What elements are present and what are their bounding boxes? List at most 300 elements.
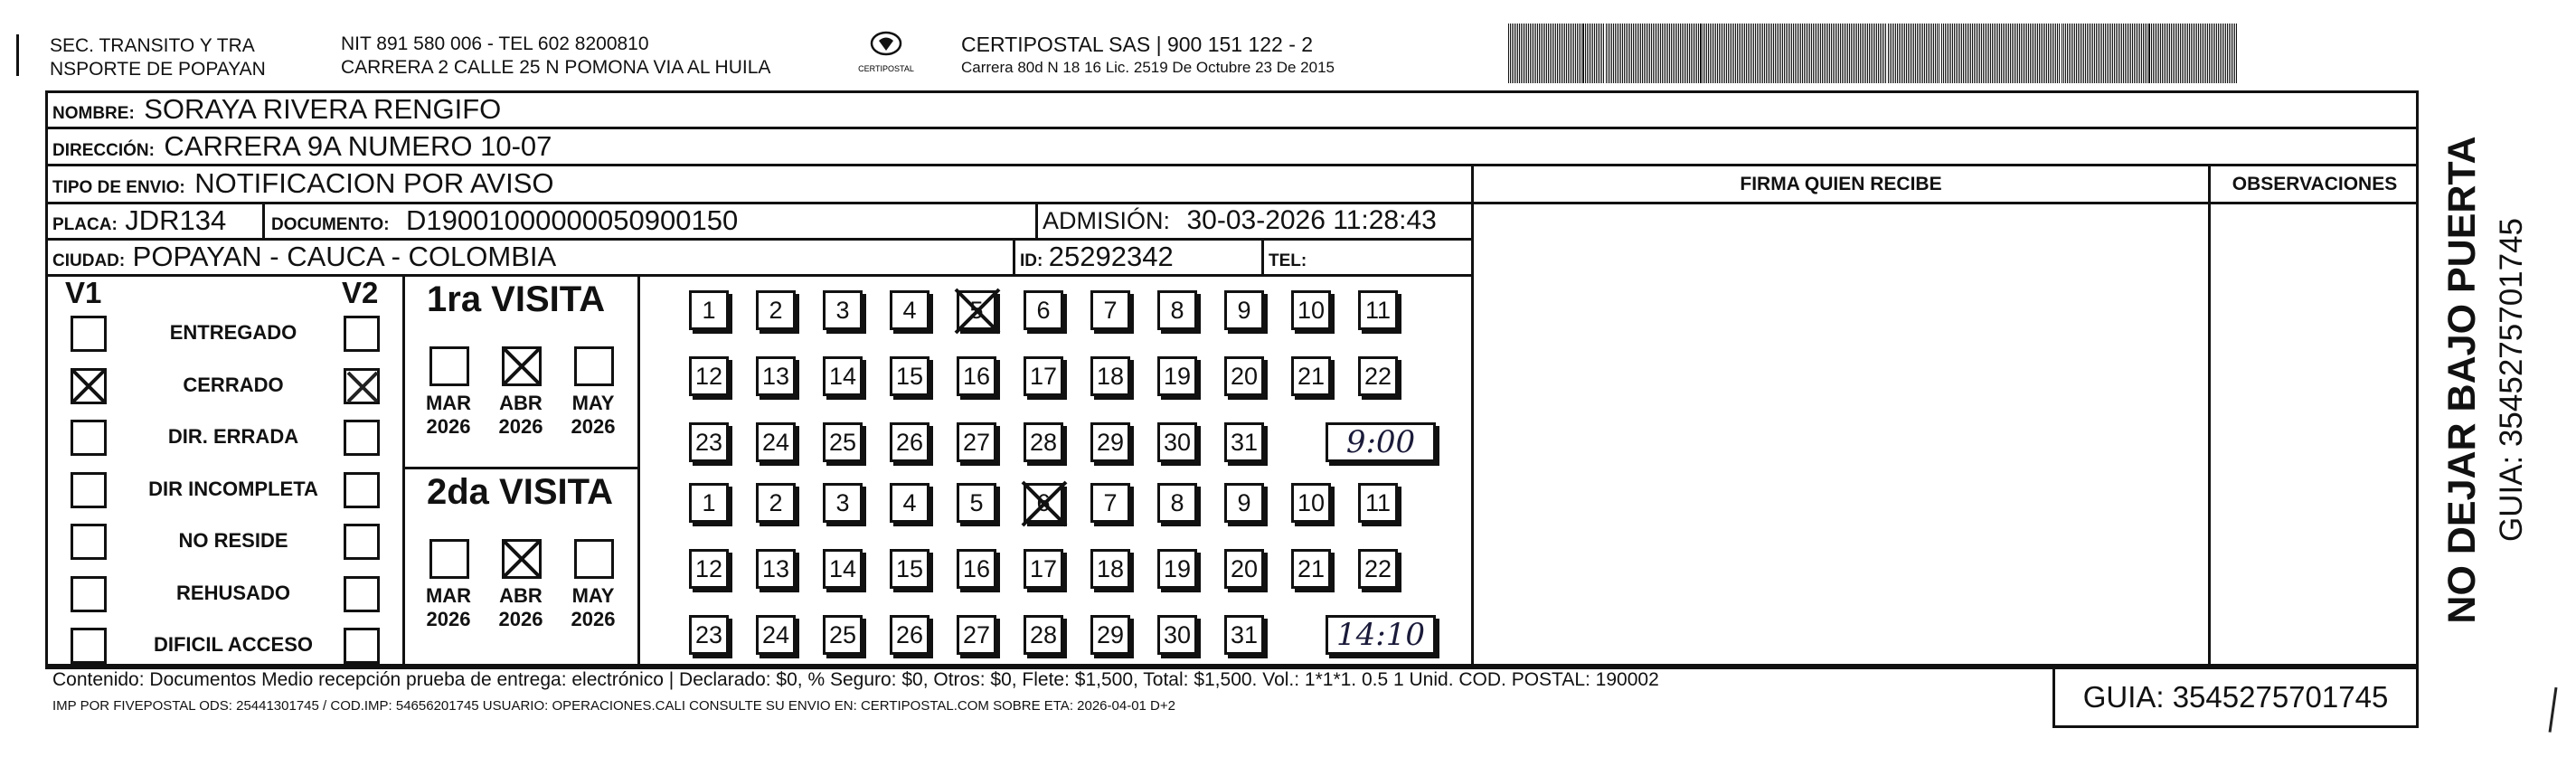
barcode-bar [1698,24,1699,83]
barcode-bar [1700,24,1702,83]
barcode-bar [1649,24,1650,83]
barcode-bar [2156,24,2157,83]
day-box[interactable]: 18 [1090,549,1130,589]
day-box[interactable]: 1 [689,483,729,523]
barcode-bar [1530,24,1531,83]
admision-value: 30-03-2026 11:28:43 [1186,205,1437,235]
day-box[interactable]: 9 [1224,290,1264,330]
barcode-bar [1782,24,1783,83]
barcode-bar [1856,24,1857,83]
barcode-bar [2127,24,2128,83]
barcode-bar [2033,24,2034,83]
barcode-bar [2160,24,2161,83]
day-box[interactable]: 14 [823,356,863,396]
v2-checkbox[interactable] [344,472,380,508]
v1-checkbox[interactable] [71,524,107,560]
barcode-bar [1680,24,1681,83]
day-box[interactable]: 22 [1358,549,1398,589]
barcode-bar [1977,24,1978,83]
barcode-bar [2153,24,2154,83]
barcode-bar [1694,24,1695,83]
barcode-bar [1840,24,1841,83]
barcode-bar [2041,24,2042,83]
barcode-bar [1950,24,1951,83]
barcode-bar [1878,24,1879,83]
barcode-bar [1827,24,1828,83]
month-checkbox[interactable] [502,346,542,386]
day-box[interactable]: 20 [1224,356,1264,396]
day-box[interactable]: 1 [689,290,729,330]
barcode-bar [2089,24,2090,83]
barcode-bar [1775,24,1776,83]
barcode-bar [1854,24,1855,83]
barcode-bar [1640,24,1641,83]
barcode-bar [2116,24,2117,83]
barcode-bar [1566,24,1567,83]
barcode-bar [1601,24,1602,83]
barcode-bar [2010,24,2011,83]
barcode-bar [2099,24,2100,83]
barcode-bar [1710,24,1711,83]
barcode-bar [2035,24,2036,83]
barcode-bar [1615,24,1616,83]
barcode-bar [1608,24,1609,83]
day-box[interactable]: 11 [1358,483,1398,523]
barcode-bar [1629,24,1630,83]
visit-time[interactable]: 9:00 [1326,422,1436,462]
visit-title: 2da VISITA [427,472,613,512]
day-box[interactable]: 16 [957,549,996,589]
barcode-bar [1689,24,1690,83]
barcode-bar [2145,24,2146,83]
barcode-bar [1818,24,1819,83]
barcode-bar [1897,24,1898,83]
day-box[interactable]: 17 [1024,356,1063,396]
barcode-bar [1687,24,1688,83]
barcode-bar [1603,24,1604,83]
day-box[interactable]: 25 [823,615,863,655]
day-box[interactable]: 30 [1157,615,1197,655]
barcode-bar [1742,24,1743,83]
barcode-bar [1733,24,1734,83]
barcode-bar [1598,24,1599,83]
barcode-bar [1561,24,1562,83]
day-box[interactable]: 25 [823,422,863,462]
barcode-bar [1816,24,1817,83]
day-box[interactable]: 6 [1024,483,1063,523]
barcode-bar [1642,24,1643,83]
v1-checkbox[interactable] [71,420,107,456]
barcode-bar [1599,24,1600,83]
barcode-bar [2037,24,2038,83]
barcode-bar [1653,24,1654,83]
direccion-row [52,131,552,167]
barcode-bar [1829,24,1830,83]
v1-checkbox[interactable] [71,628,107,664]
barcode-bar [2012,24,2013,83]
day-box[interactable]: 15 [890,356,929,396]
barcode-bar [2021,24,2022,83]
day-box[interactable]: 31 [1224,615,1264,655]
day-box[interactable]: 3 [823,290,863,330]
barcode-bar [2067,24,2068,83]
barcode-bar [1798,24,1799,83]
barcode-bar [1562,24,1563,83]
month-checkbox[interactable] [429,346,469,386]
day-box[interactable]: 4 [890,290,929,330]
ciudad-label: CIUDAD: [52,251,126,270]
barcode-bar [1869,24,1870,83]
barcode-bar [1943,24,1944,83]
day-box[interactable]: 10 [1291,483,1331,523]
day-box[interactable]: 20 [1224,549,1264,589]
barcode-bar [1582,24,1584,83]
barcode-bar [2076,24,2077,83]
barcode-bar [1737,24,1738,83]
barcode-bar [1662,24,1663,83]
day-box[interactable]: 17 [1024,549,1063,589]
placa-label: PLACA: [52,215,118,234]
month-label: ABR 2026 [498,392,543,438]
barcode-bar [1622,24,1623,83]
barcode-bar [1676,24,1677,83]
barcode-bar [1988,24,1989,83]
day-box[interactable]: 5 [957,483,996,523]
day-box[interactable]: 4 [890,483,929,523]
barcode-bar [2125,24,2126,83]
barcode-bar [2225,24,2226,83]
barcode-bar [1523,24,1524,83]
barcode-bar [2227,24,2228,83]
day-box[interactable]: 2 [756,483,796,523]
v1-checkbox[interactable] [71,472,107,508]
barcode-bar [2044,24,2045,83]
status-label: DIR INCOMPLETA [148,477,318,500]
barcode-bar [2105,24,2106,83]
barcode-bar [1833,24,1834,83]
barcode-bar [1820,24,1821,83]
day-box[interactable]: 10 [1291,290,1331,330]
barcode-bar [1596,24,1597,83]
barcode-bar [1766,24,1767,83]
barcode-bar [2134,24,2135,83]
barcode-bar [1831,24,1832,83]
day-box[interactable]: 12 [689,356,729,396]
placa-field [52,205,226,241]
barcode-bar [1945,24,1946,83]
day-box[interactable]: 26 [890,615,929,655]
barcode-bar [1533,24,1534,83]
day-box[interactable]: 24 [756,422,796,462]
day-box[interactable]: 13 [756,549,796,589]
barcode-bar [1963,24,1964,83]
id-label: ID: [1020,251,1043,270]
barcode-bar [1954,24,1955,83]
day-box[interactable]: 21 [1291,549,1331,589]
day-box[interactable]: 12 [689,549,729,589]
barcode-bar [1647,24,1648,83]
barcode-bar [1795,24,1796,83]
day-box[interactable]: 15 [890,549,929,589]
nombre-value: SORAYA RIVERA RENGIFO [144,93,502,125]
barcode-bar [1575,24,1576,83]
barcode-bar [1512,24,1513,83]
month-label: ABR 2026 [498,584,543,630]
barcode-bar [2207,24,2208,83]
barcode-bar [2231,24,2232,83]
barcode-bar [1704,24,1705,83]
barcode-bar [1526,24,1527,83]
barcode-bar [1922,24,1923,83]
barcode-bar [1519,24,1520,83]
month-checkbox[interactable] [574,346,614,386]
barcode-bar [2158,24,2159,83]
barcode-bar [1590,24,1591,83]
day-box[interactable]: 18 [1090,356,1130,396]
barcode-bar [2085,24,2086,83]
barcode-bar [2171,24,2172,83]
barcode-bar [2139,24,2140,83]
barcode-bar [1730,24,1731,83]
barcode-bar [1537,24,1538,83]
no-dejar-bajo-puerta: NO DEJAR BAJO PUERTA [2440,136,2484,624]
barcode-bar [1880,24,1881,83]
check-mark-icon [1021,480,1068,527]
tipo-row [52,168,554,204]
barcode-bar [1550,24,1551,83]
status-label: CERRADO [183,373,284,396]
check-mark-icon [346,371,379,403]
barcode-bar [1911,24,1912,83]
barcode-bar [2141,24,2142,83]
day-box[interactable]: 23 [689,422,729,462]
day-box[interactable]: 19 [1157,356,1197,396]
v2-checkbox[interactable] [344,628,380,664]
v1-checkbox[interactable] [71,576,107,612]
barcode-bar [1646,24,1647,83]
barcode-bar [1941,24,1942,83]
barcode-bar [2119,24,2120,83]
day-box[interactable]: 23 [689,615,729,655]
barcode-bar [2151,24,2152,83]
barcode-bar [2057,24,2058,83]
barcode-bar [1517,24,1518,83]
barcode-bar [1515,24,1516,83]
direccion-value: CARRERA 9A NUMERO 10-07 [164,130,552,162]
day-box[interactable]: 7 [1090,483,1130,523]
carrier-name: CERTIPOSTAL SAS | 900 151 122 - 2 [961,33,1314,56]
barcode-bar [1532,24,1533,83]
ciudad-value: POPAYAN - CAUCA - COLOMBIA [132,241,557,272]
day-box[interactable]: 5 [957,290,996,330]
visit-time[interactable]: 14:10 [1326,615,1436,655]
barcode-bar [1800,24,1801,83]
barcode-bar [1893,24,1894,83]
barcode-bar [1789,24,1790,83]
barcode-bar [2232,24,2233,83]
barcode-bar [2092,24,2093,83]
barcode-bar [1682,24,1683,83]
barcode-bar [2059,24,2060,83]
day-box[interactable]: 26 [890,422,929,462]
barcode-bar [1753,24,1754,83]
barcode-bar [1862,24,1863,83]
barcode-bar [2164,24,2165,83]
barcode-bar [2096,24,2097,83]
barcode-bar [1910,24,1911,83]
v2-checkbox[interactable] [344,524,380,560]
month-checkbox[interactable] [502,539,542,579]
barcode-bar [2214,24,2215,83]
day-box[interactable]: 29 [1090,422,1130,462]
v2-checkbox[interactable] [344,368,380,404]
barcode-bar [1715,24,1716,83]
barcode-bar [1902,24,1903,83]
day-box[interactable]: 27 [957,615,996,655]
observaciones-header: OBSERVACIONES [2232,174,2398,194]
barcode-bar [2072,24,2073,83]
status-label: DIR. ERRADA [167,425,299,448]
v2-checkbox[interactable] [344,576,380,612]
barcode-bar [1771,24,1772,83]
day-box[interactable]: 16 [957,356,996,396]
barcode-bar [1721,24,1722,83]
nit-line: NIT 891 580 006 - TEL 602 8200810 [341,33,649,54]
firma-header: FIRMA QUIEN RECIBE [1740,174,1942,194]
day-box[interactable]: 19 [1157,549,1197,589]
barcode-bar [1865,24,1866,83]
barcode-bar [2028,24,2029,83]
barcode-bar [1762,24,1763,83]
day-box[interactable]: 11 [1358,290,1398,330]
barcode-bar [1986,24,1987,83]
barcode-bar [1573,24,1574,83]
barcode-bar [2148,24,2150,83]
barcode-bar [2143,24,2144,83]
barcode-bar [1853,24,1854,83]
barcode-bar [2196,24,2197,83]
org-name [50,34,266,81]
barcode-bar [2098,24,2099,83]
tel-label: TEL: [1269,251,1307,270]
day-box[interactable]: 30 [1157,422,1197,462]
check-mark-icon [954,288,1001,335]
barcode-bar [1571,24,1572,83]
v1-checkbox[interactable] [71,368,107,404]
barcode-bar [1867,24,1868,83]
carrier-license: Carrera 80d N 18 16 Lic. 2519 De Octubre 23 De 2015 [961,59,1335,76]
day-box[interactable]: 28 [1024,615,1063,655]
certipostal-logo [850,27,922,78]
day-box[interactable]: 8 [1157,290,1197,330]
barcode-bar [1731,24,1732,83]
barcode-bar [1579,24,1580,83]
barcode-bar [1860,24,1861,83]
day-box[interactable]: 6 [1024,290,1063,330]
barcode-bar [1908,24,1909,83]
barcode-bar [1609,24,1610,83]
barcode-bar [1617,24,1618,83]
barcode-bar [2236,24,2237,83]
day-box[interactable]: 24 [756,615,796,655]
barcode-bar [1888,24,1889,83]
day-box[interactable]: 22 [1358,356,1398,396]
barcode-bar [2001,24,2002,83]
barcode-bar [1722,24,1723,83]
day-box[interactable]: 31 [1224,422,1264,462]
barcode-bar [1919,24,1920,83]
barcode-bar [1708,24,1709,83]
barcode-bar [1780,24,1781,83]
day-box[interactable]: 28 [1024,422,1063,462]
barcode-bar [1757,24,1758,83]
barcode-bar [1797,24,1798,83]
barcode-bar [1618,24,1619,83]
day-box[interactable]: 21 [1291,356,1331,396]
org-line-1: SEC. TRANSITO Y TRA [50,35,255,56]
barcode-bar [1589,24,1590,83]
barcode-bar [1791,24,1792,83]
day-box[interactable]: 2 [756,290,796,330]
barcode-bar [2050,24,2051,83]
barcode-bar [1665,24,1666,83]
barcode-bar [1906,24,1907,83]
day-box[interactable]: 29 [1090,615,1130,655]
v2-checkbox[interactable] [344,420,380,456]
barcode-bar [1528,24,1529,83]
nombre-row [52,94,501,130]
barcode-bar [1807,24,1808,83]
barcode-bar [1655,24,1656,83]
barcode-bar [2173,24,2174,83]
day-box[interactable]: 9 [1224,483,1264,523]
day-box[interactable]: 3 [823,483,863,523]
day-box[interactable]: 14 [823,549,863,589]
barcode-bar [2223,24,2224,83]
day-box[interactable]: 7 [1090,290,1130,330]
barcode-bar [1972,24,1973,83]
barcode-bar [2065,24,2066,83]
placa-value: JDR134 [125,204,227,236]
barcode-bar [1759,24,1760,83]
id-value: 25292342 [1048,241,1174,272]
v1-checkbox[interactable] [71,316,107,352]
v2-checkbox[interactable] [344,316,380,352]
barcode-bar [2053,24,2054,83]
barcode-bar [1635,24,1636,83]
day-box[interactable]: 27 [957,422,996,462]
barcode-bar [1961,24,1962,83]
day-box[interactable]: 13 [756,356,796,396]
barcode-bar [1644,24,1645,83]
barcode-bar [1726,24,1727,83]
month-checkbox[interactable] [429,539,469,579]
barcode-bar [2155,24,2156,83]
barcode-bar [1858,24,1859,83]
barcode-bar [2110,24,2111,83]
barcode-bar [2074,24,2075,83]
barcode-bar [2112,24,2113,83]
barcode-bar [1735,24,1736,83]
day-box[interactable]: 8 [1157,483,1197,523]
barcode-bar [2216,24,2217,83]
nombre-label: NOMBRE: [52,104,135,123]
barcode-bar [1847,24,1848,83]
barcode-bar [1899,24,1900,83]
barcode-bar [1842,24,1843,83]
month-checkbox[interactable] [574,539,614,579]
barcode-bar [2123,24,2124,83]
